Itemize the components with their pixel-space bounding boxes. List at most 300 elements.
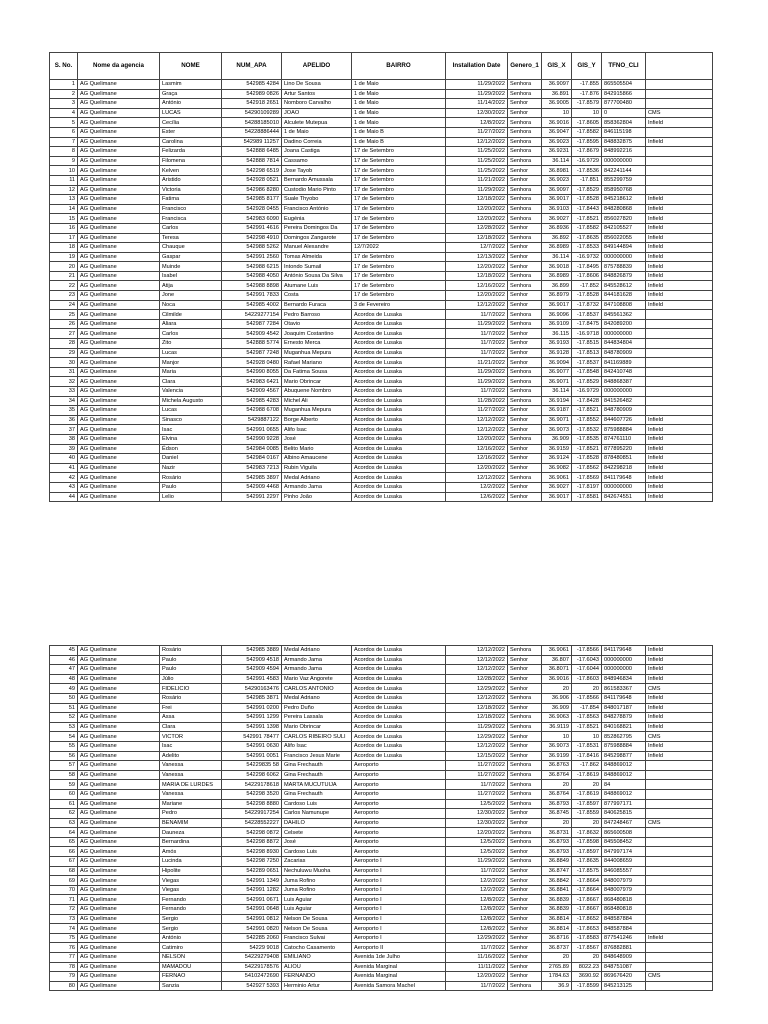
table-cell: 16	[50, 223, 78, 233]
table-cell: Senhor	[508, 223, 542, 233]
table-cell: Senhora	[508, 137, 542, 147]
table-cell: Pedro	[160, 809, 222, 819]
table-cell: -17.855	[572, 80, 602, 90]
table-cell: AG Quelimane	[78, 665, 160, 675]
table-cell: 36.891	[542, 89, 572, 99]
table-row	[50, 108, 713, 118]
table-row	[50, 837, 713, 847]
table-cell: Elvina	[160, 434, 222, 444]
table-row	[50, 214, 713, 224]
table-cell: Borge Alberto	[282, 415, 352, 425]
table-cell: AG Quelimane	[78, 252, 160, 262]
table-cell: -17.8443	[572, 204, 602, 214]
table-cell: Noca	[160, 300, 222, 310]
table-cell: 36.9061	[542, 646, 572, 656]
table-cell: Intondo Sumail	[282, 262, 352, 272]
table-cell: Lino De Sousa	[282, 80, 352, 90]
table-cell: António	[160, 933, 222, 943]
table-cell: 68	[50, 866, 78, 876]
table-cell	[646, 943, 713, 953]
table-cell: Infield	[646, 137, 713, 147]
table-cell: Atumane Luis	[282, 281, 352, 291]
table-cell: Acordos de Lusaka	[352, 415, 446, 425]
table-cell: Alculete Mutepua	[282, 118, 352, 128]
table-cell: 56	[50, 751, 78, 761]
table-cell: AG Quelimane	[78, 156, 160, 166]
table-cell: Jose Tayob	[282, 166, 352, 176]
table-cell: 878480851	[602, 454, 646, 464]
table-cell: 12/18/2022	[446, 713, 508, 723]
table-cell: Senhor	[508, 406, 542, 416]
table-cell: 844008659	[602, 857, 646, 867]
table-cell: Senhor	[508, 300, 542, 310]
table-cell: 17 de Setembro	[352, 214, 446, 224]
table-cell	[646, 761, 713, 771]
table-cell: 542983 7213	[222, 463, 282, 473]
table-cell: Infield	[646, 933, 713, 943]
table-row	[50, 396, 713, 406]
table-cell	[646, 377, 713, 387]
table-cell: 877541246	[602, 933, 646, 943]
table-cell: Infield	[646, 655, 713, 665]
table-cell	[646, 185, 713, 195]
table-cell: 542888 6485	[222, 147, 282, 157]
table-cell: Sinasco	[160, 415, 222, 425]
table-cell: Senhor	[508, 243, 542, 253]
table-row	[50, 473, 713, 483]
table-cell: -17.8664	[572, 885, 602, 895]
table-cell: 17 de Setembro	[352, 175, 446, 185]
table-cell: AG Quelimane	[78, 310, 160, 320]
table-cell: 36.906	[542, 693, 572, 703]
table-cell: Senhor	[508, 665, 542, 675]
table-cell	[646, 367, 713, 377]
table-row	[50, 434, 713, 444]
table-cell: 542991 0812	[222, 914, 282, 924]
table-cell	[646, 799, 713, 809]
table-cell: Infield	[646, 281, 713, 291]
table-cell: 845528612	[602, 281, 646, 291]
table-cell: Da Fatima Sousa	[282, 367, 352, 377]
table-cell: -17.8603	[572, 674, 602, 684]
table-cell: -17.8606	[572, 271, 602, 281]
table-cell: 542991 0051	[222, 751, 282, 761]
table-cell: Senhor	[508, 962, 542, 972]
table-cell: 7	[50, 137, 78, 147]
table-cell: Ernesto Merca	[282, 339, 352, 349]
table-cell: 848017187	[602, 703, 646, 713]
table-row	[50, 310, 713, 320]
table-cell: 78	[50, 962, 78, 972]
table-row	[50, 233, 713, 243]
table-cell: Infield	[646, 291, 713, 301]
table-cell: AG Quelimane	[78, 281, 160, 291]
column-header: TFNO_CLI	[602, 53, 646, 80]
table-cell: 17 de Setembro	[352, 166, 446, 176]
table-cell: Aeroporto I	[352, 857, 446, 867]
table-cell: 12/6/2022	[446, 492, 508, 502]
table-cell: -17.8566	[572, 693, 602, 703]
table-cell: Aeroporto	[352, 818, 446, 828]
table-cell: -17.8529	[572, 185, 602, 195]
table-cell: 84	[602, 780, 646, 790]
table-cell: 12/12/2022	[446, 300, 508, 310]
table-cell: AG Quelimane	[78, 223, 160, 233]
table-cell: Felizarda	[160, 147, 222, 157]
table-cell: 12/12/2022	[446, 425, 508, 435]
table-cell: 542985 4283	[222, 396, 282, 406]
table-cell: 542991 1349	[222, 876, 282, 886]
table-row	[50, 780, 713, 790]
table-cell: Costa	[282, 291, 352, 301]
table-cell: 2	[50, 89, 78, 99]
table-cell: Acordos de Lusaka	[352, 396, 446, 406]
table-cell: -17.8548	[572, 367, 602, 377]
table-cell: 542991 0648	[222, 905, 282, 915]
table-cell: Acordos de Lusaka	[352, 329, 446, 339]
table-cell	[646, 89, 713, 99]
table-cell: Dadino Correia	[282, 137, 352, 147]
table-cell: -17.8567	[572, 943, 602, 953]
table-cell: 877700480	[602, 99, 646, 109]
table-cell: Acordos de Lusaka	[352, 684, 446, 694]
table-row	[50, 684, 713, 694]
table-cell: 54102472690	[222, 972, 282, 982]
table-cell: 12/20/2022	[446, 204, 508, 214]
table-cell: 12/12/2022	[446, 665, 508, 675]
table-cell: 36.8731	[542, 828, 572, 838]
table-cell: Francisco Jesus Marie	[282, 751, 352, 761]
column-header: Genero_1	[508, 53, 542, 80]
table-cell: 8022.23	[572, 962, 602, 972]
table-cell: 841179648	[602, 646, 646, 656]
table-cell: 36.8989	[542, 271, 572, 281]
table-cell: -17.8559	[572, 809, 602, 819]
table-cell: 542298 0872	[222, 828, 282, 838]
table-cell: 36.899	[542, 281, 572, 291]
table-cell	[646, 857, 713, 867]
table-cell: Senhor	[508, 876, 542, 886]
table-cell: 5429887122	[222, 415, 282, 425]
table-cell: -17.8532	[572, 425, 602, 435]
table-cell: 542298 3520	[222, 789, 282, 799]
table-cell: 542991 1282	[222, 885, 282, 895]
table-cell	[646, 99, 713, 109]
table-cell: 30	[50, 358, 78, 368]
table-cell: 842410748	[602, 367, 646, 377]
table-cell: Senhor	[508, 751, 542, 761]
table-cell: 844607726	[602, 415, 646, 425]
table-cell: Gina Frechauth	[282, 770, 352, 780]
table-cell: 36.8839	[542, 895, 572, 905]
table-cell: Isac	[160, 741, 222, 751]
table-cell: 11/21/2022	[446, 358, 508, 368]
table-cell: 36.8716	[542, 933, 572, 943]
table-cell: Infield	[646, 252, 713, 262]
table-cell: 11/7/2022	[446, 310, 508, 320]
table-cell: 39	[50, 444, 78, 454]
table-cell: AG Quelimane	[78, 732, 160, 742]
table-cell: AG Quelimane	[78, 780, 160, 790]
table-row	[50, 387, 713, 397]
table-cell: Senhor	[508, 348, 542, 358]
data-table-bottom	[49, 645, 713, 991]
table-cell: 36.909	[542, 703, 572, 713]
table-cell: 10	[572, 732, 602, 742]
table-cell: -17.8581	[572, 492, 602, 502]
table-cell: Lelio	[160, 492, 222, 502]
table-cell: -17.8635	[572, 857, 602, 867]
table-cell: Senhora	[508, 789, 542, 799]
table-cell: -17.8536	[572, 166, 602, 176]
table-cell: Infield	[646, 271, 713, 281]
table-cell: -17.8667	[572, 895, 602, 905]
table-cell: -17.8197	[572, 482, 602, 492]
table-cell: Senhor	[508, 674, 542, 684]
table-cell: 49	[50, 684, 78, 694]
table-cell: Infield	[646, 204, 713, 214]
table-cell: Acordos de Lusaka	[352, 741, 446, 751]
table-cell: 11/27/2022	[446, 789, 508, 799]
table-row	[50, 195, 713, 205]
table-cell: AG Quelimane	[78, 233, 160, 243]
table-cell: AG Quelimane	[78, 809, 160, 819]
table-cell: Isabel	[160, 271, 222, 281]
table-cell: Luis Aguiar	[282, 905, 352, 915]
table-cell: 12/12/2022	[446, 741, 508, 751]
table-cell: Sergio	[160, 914, 222, 924]
table-cell: Vanessa	[160, 770, 222, 780]
table-cell: AG Quelimane	[78, 118, 160, 128]
table-cell: 542983 6090	[222, 214, 282, 224]
table-cell: 36.9023	[542, 175, 572, 185]
table-cell: 542927 5393	[222, 981, 282, 991]
table-cell: AG Quelimane	[78, 444, 160, 454]
table-cell: Infield	[646, 722, 713, 732]
table-cell: AG Quelimane	[78, 195, 160, 205]
table-cell: AG Quelimane	[78, 406, 160, 416]
table-cell: 12/18/2022	[446, 271, 508, 281]
table-cell: 542928 0480	[222, 358, 282, 368]
table-cell: 12/7/2022	[352, 243, 446, 253]
table-cell: CMS	[646, 108, 713, 118]
table-cell: Armando Jama	[282, 482, 352, 492]
table-cell: 848946834	[602, 674, 646, 684]
table-cell: Senhora	[508, 319, 542, 329]
table-cell: Acordos de Lusaka	[352, 646, 446, 656]
table-cell: AG Quelimane	[78, 972, 160, 982]
table-cell: 20	[50, 262, 78, 272]
table-cell: -17.8515	[572, 339, 602, 349]
table-cell: 846085557	[602, 866, 646, 876]
table-cell: 12/13/2022	[446, 252, 508, 262]
table-cell: 542298 4910	[222, 233, 282, 243]
table-cell: 542988 6215	[222, 262, 282, 272]
table-cell: Herminio Artur	[282, 981, 352, 991]
table-cell: 848869012	[602, 770, 646, 780]
table-cell: Senhor	[508, 818, 542, 828]
table-cell: 12/20/2022	[446, 463, 508, 473]
table-cell: -17.8664	[572, 876, 602, 886]
table-cell: 36.114	[542, 387, 572, 397]
table-cell: 1 de Maio	[352, 118, 446, 128]
table-cell: 36.9073	[542, 425, 572, 435]
table-cell: Michel Ali	[282, 396, 352, 406]
table-cell: 848869012	[602, 789, 646, 799]
table-cell: Acordos de Lusaka	[352, 348, 446, 358]
table-cell: Senhor	[508, 703, 542, 713]
table-row	[50, 866, 713, 876]
table-cell: -16.9729	[572, 156, 602, 166]
table-cell	[646, 358, 713, 368]
table-cell: 12/16/2022	[446, 454, 508, 464]
table-cell: Senhora	[508, 434, 542, 444]
table-cell: AG Quelimane	[78, 358, 160, 368]
table-cell: 3 de Fevereiro	[352, 300, 446, 310]
table-cell: Tomas Almeida	[282, 252, 352, 262]
table-cell: 12/2/2022	[446, 876, 508, 886]
table-cell: 15	[50, 214, 78, 224]
table-cell: -17.8599	[572, 981, 602, 991]
table-cell: Senhor	[508, 99, 542, 109]
table-cell: Senhora	[508, 281, 542, 291]
table-cell: 36.9073	[542, 741, 572, 751]
table-cell: 542991 4616	[222, 223, 282, 233]
table-cell: -17.8416	[572, 751, 602, 761]
table-cell: 848751087	[602, 962, 646, 972]
table-cell: Acordos de Lusaka	[352, 387, 446, 397]
table-cell: Aeroporto	[352, 828, 446, 838]
table-cell: Senhor	[508, 924, 542, 934]
table-cell: 36.115	[542, 329, 572, 339]
table-cell: AG Quelimane	[78, 137, 160, 147]
table-cell: 36.8841	[542, 885, 572, 895]
table-cell: Avenida Marginal	[352, 972, 446, 982]
table-cell: 61	[50, 799, 78, 809]
table-cell: 80	[50, 981, 78, 991]
table-cell: Aeroporto I	[352, 895, 446, 905]
table-row	[50, 329, 713, 339]
table-cell: 12/28/2022	[446, 223, 508, 233]
table-cell: Sanzia	[160, 981, 222, 991]
table-cell: Pereira Lassala	[282, 713, 352, 723]
table-cell: -17.8428	[572, 396, 602, 406]
table-cell: FERNAO	[160, 972, 222, 982]
table-cell: Pinho João	[282, 492, 352, 502]
table-cell: AG Quelimane	[78, 857, 160, 867]
table-cell: 22	[50, 281, 78, 291]
table-cell: 36.9047	[542, 127, 572, 137]
table-cell: 542989 0826	[222, 89, 282, 99]
table-cell: Avenida Samora Machel	[352, 981, 446, 991]
table-cell: Carolina	[160, 137, 222, 147]
table-cell: 1 de Maio	[352, 99, 446, 109]
table-cell: Acordos de Lusaka	[352, 732, 446, 742]
table-cell: JOAO	[282, 108, 352, 118]
table-row	[50, 981, 713, 991]
table-cell	[646, 789, 713, 799]
table-row	[50, 646, 713, 656]
table-cell: Senhora	[508, 857, 542, 867]
table-cell: CMS	[646, 732, 713, 742]
table-cell: 856022055	[602, 233, 646, 243]
table-cell: AG Quelimane	[78, 348, 160, 358]
table-cell: 11/25/2022	[446, 156, 508, 166]
table-cell: 542991 2560	[222, 252, 282, 262]
table-cell: AG Quelimane	[78, 319, 160, 329]
table-cell: 70	[50, 885, 78, 895]
table-cell: 36.9017	[542, 492, 572, 502]
table-cell: -17.8569	[572, 473, 602, 483]
table-cell: 542988 6708	[222, 406, 282, 416]
table-cell: 54229917254	[222, 809, 282, 819]
table-cell: 59	[50, 780, 78, 790]
table-cell: AG Quelimane	[78, 396, 160, 406]
table-cell: 1 de Maio	[352, 108, 446, 118]
table-cell: Senhora	[508, 147, 542, 157]
table-cell: 1784.63	[542, 972, 572, 982]
table-cell: 542988 5262	[222, 243, 282, 253]
table-cell: Senhor	[508, 953, 542, 963]
table-cell: -17.8535	[572, 434, 602, 444]
table-cell: -17.8495	[572, 262, 602, 272]
table-cell: 17 de Setembro	[352, 195, 446, 205]
table-cell: Aeroporto I	[352, 933, 446, 943]
table-cell: Senhor	[508, 866, 542, 876]
table-cell: Aeroporto	[352, 847, 446, 857]
table-cell: 868480818	[602, 895, 646, 905]
table-cell: -17.8582	[572, 223, 602, 233]
table-cell: Acordos de Lusaka	[352, 703, 446, 713]
table-cell: -17.852	[572, 281, 602, 291]
table-cell: 12/12/2022	[446, 646, 508, 656]
table-row	[50, 415, 713, 425]
table-cell: Muganhua Mepura	[282, 406, 352, 416]
table-cell: 000000000	[602, 156, 646, 166]
table-cell: Senhor	[508, 943, 542, 953]
table-cell: 1 de Maio	[352, 89, 446, 99]
table-cell: -17.8531	[572, 741, 602, 751]
column-header: GIS_X	[542, 53, 572, 80]
table-cell: Aeroporto	[352, 789, 446, 799]
table-row	[50, 655, 713, 665]
table-cell: 19	[50, 252, 78, 262]
table-cell: 36.8981	[542, 166, 572, 176]
table-cell: Francisco	[160, 204, 222, 214]
table-cell: Senhor	[508, 444, 542, 454]
table-cell: -17.8533	[572, 243, 602, 253]
table-cell: Pedro Barroso	[282, 310, 352, 320]
table-row	[50, 204, 713, 214]
table-cell	[646, 147, 713, 157]
table-cell	[646, 924, 713, 934]
column-header	[646, 53, 713, 80]
table-cell: Senhor	[508, 339, 542, 349]
table-row	[50, 713, 713, 723]
table-cell: 12/2/2022	[446, 482, 508, 492]
table-cell: 11/7/2022	[446, 780, 508, 790]
column-header: NOME	[160, 53, 222, 80]
table-cell: Infield	[646, 454, 713, 464]
table-row	[50, 895, 713, 905]
table-cell: AG Quelimane	[78, 789, 160, 799]
table-cell: AG Quelimane	[78, 828, 160, 838]
table-cell: AG Quelimane	[78, 943, 160, 953]
table-cell: AG Quelimane	[78, 981, 160, 991]
table-cell	[646, 953, 713, 963]
table-cell: 848587884	[602, 914, 646, 924]
table-cell: 14	[50, 204, 78, 214]
